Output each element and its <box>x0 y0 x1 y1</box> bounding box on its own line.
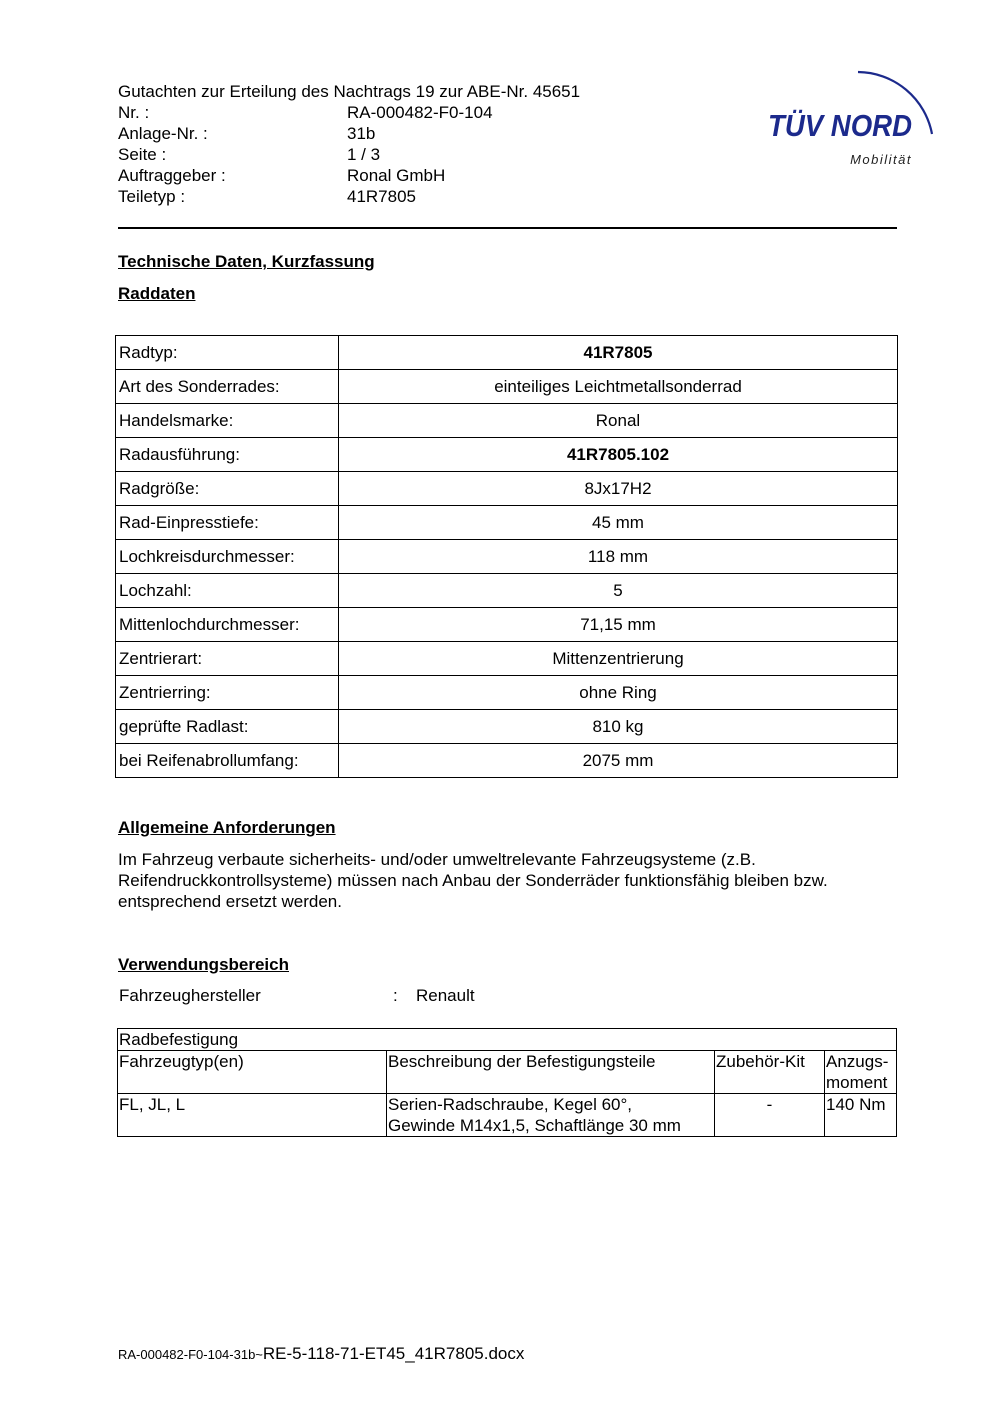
table-row <box>116 574 898 608</box>
row-label: Handelsmarke: <box>116 404 339 438</box>
header-divider <box>118 227 897 229</box>
header-row-seite <box>118 144 580 165</box>
table-row <box>116 472 898 506</box>
beschreibung-line-2: Gewinde M14x1,5, Schaftlänge 30 mm <box>388 1116 681 1135</box>
section-title-allgemein: Allgemeine Anforderungen <box>118 818 336 837</box>
table-header-row <box>118 1051 897 1094</box>
tuev-nord-logo <box>762 56 942 176</box>
section-title-technical: Technische Daten, Kurzfassung <box>118 252 375 271</box>
header-label: Nr. : <box>118 103 150 122</box>
anzugsmoment-line-1: Anzugs- <box>826 1052 889 1071</box>
row-label: Lochkreisdurchmesser: <box>116 540 339 574</box>
header-row-nr <box>118 102 580 123</box>
raddaten-table <box>115 335 898 778</box>
footer-prefix: RA-000482-F0-104-31b~ <box>118 1347 263 1362</box>
header-value: 41R7805 <box>347 187 417 206</box>
header-label: Auftraggeber : <box>118 166 226 185</box>
header-label: Teiletyp : <box>118 187 186 206</box>
header-label: Anlage-Nr. : <box>118 124 208 143</box>
row-label: Art des Sonderrades: <box>116 370 339 404</box>
header-value: Ronal GmbH <box>347 166 446 185</box>
header-value: 1 / 3 <box>347 145 381 164</box>
table-row <box>116 608 898 642</box>
beschreibung-line-1: Serien-Radschraube, Kegel 60°, <box>388 1095 633 1114</box>
table-row <box>116 336 898 370</box>
row-value: 8Jx17H2 <box>339 472 898 506</box>
table-row <box>116 540 898 574</box>
header-row-teiletyp <box>118 186 580 207</box>
logo-subtitle: Mobilität <box>850 152 912 167</box>
table-row <box>116 744 898 778</box>
row-value: Ronal <box>339 404 898 438</box>
row-value: einteiliges Leichtmetallsonderrad <box>339 370 898 404</box>
header-value: RA-000482-F0-104 <box>347 103 493 122</box>
row-value: Mittenzentrierung <box>339 642 898 676</box>
row-value: 118 mm <box>339 540 898 574</box>
table-row <box>118 1094 897 1137</box>
row-value: 41R7805 <box>339 336 898 370</box>
table-row <box>118 1029 897 1051</box>
row-label: Radtyp: <box>116 336 339 370</box>
table-row <box>116 438 898 472</box>
row-value: 2075 mm <box>339 744 898 778</box>
row-value: 5 <box>339 574 898 608</box>
allgemein-paragraph: Im Fahrzeug verbaute sicherheits- und/oder umweltrelevante Fahrzeugsysteme (z.B. Reifendruckkontrollsysteme) müssen nach Anbau der Sonderräder funktionsfähig bleiben bzw. entsprechend ersetzt werden. <box>118 850 828 911</box>
header-anzugsmoment <box>825 1051 897 1094</box>
footer-file: RE-5-118-71-ET45_41R7805.docx <box>262 1344 525 1363</box>
row-label: Zentrierring: <box>116 676 339 710</box>
cell-zubehoer-kit: - <box>715 1094 825 1137</box>
section-title-verwendung: Verwendungsbereich <box>118 955 289 974</box>
fahrzeughersteller-value: Renault <box>416 986 475 1005</box>
cell-fahrzeugtypen: FL, JL, L <box>118 1094 387 1137</box>
radbefestigung-table <box>117 1028 897 1137</box>
table-row <box>116 642 898 676</box>
row-label: Radausführung: <box>116 438 339 472</box>
logo-graphic <box>762 56 942 176</box>
row-label: Mittenlochdurchmesser: <box>116 608 339 642</box>
fahrzeughersteller-colon: : <box>393 986 398 1005</box>
row-value: 41R7805.102 <box>339 438 898 472</box>
header-fahrzeugtypen: Fahrzeugtyp(en) <box>118 1051 387 1094</box>
fahrzeughersteller-label: Fahrzeughersteller <box>119 986 261 1005</box>
row-label: Rad-Einpresstiefe: <box>116 506 339 540</box>
row-label: Radgröße: <box>116 472 339 506</box>
header-label: Seite : <box>118 145 167 164</box>
page-footer <box>118 1344 524 1364</box>
row-value: ohne Ring <box>339 676 898 710</box>
table-row <box>116 404 898 438</box>
table-row <box>116 506 898 540</box>
document-header <box>118 81 580 207</box>
document-title: Gutachten zur Erteilung des Nachtrags 19 zur ABE-Nr. 45651 <box>118 82 581 101</box>
anzugsmoment-line-2: moment <box>826 1073 888 1092</box>
cell-beschreibung <box>387 1094 715 1137</box>
row-label: Zentrierart: <box>116 642 339 676</box>
row-value: 71,15 mm <box>339 608 898 642</box>
cell-anzugsmoment: 140 Nm <box>825 1094 897 1137</box>
fahrzeughersteller-line <box>119 986 475 1006</box>
row-label: geprüfte Radlast: <box>116 710 339 744</box>
header-zubehoer-kit: Zubehör-Kit <box>715 1051 825 1094</box>
header-value: 31b <box>347 124 376 143</box>
table-row <box>116 370 898 404</box>
section-title-raddaten: Raddaten <box>118 284 196 303</box>
table-row <box>116 676 898 710</box>
row-value: 810 kg <box>339 710 898 744</box>
logo-brand: TÜV NORD <box>768 108 912 143</box>
table-row <box>116 710 898 744</box>
header-beschreibung: Beschreibung der Befestigungsteile <box>387 1051 715 1094</box>
row-label: Lochzahl: <box>116 574 339 608</box>
row-value: 45 mm <box>339 506 898 540</box>
row-label: bei Reifenabrollumfang: <box>116 744 339 778</box>
radbefestigung-title: Radbefestigung <box>118 1029 897 1051</box>
header-row-auftraggeber <box>118 165 580 186</box>
header-row-anlage <box>118 123 580 144</box>
